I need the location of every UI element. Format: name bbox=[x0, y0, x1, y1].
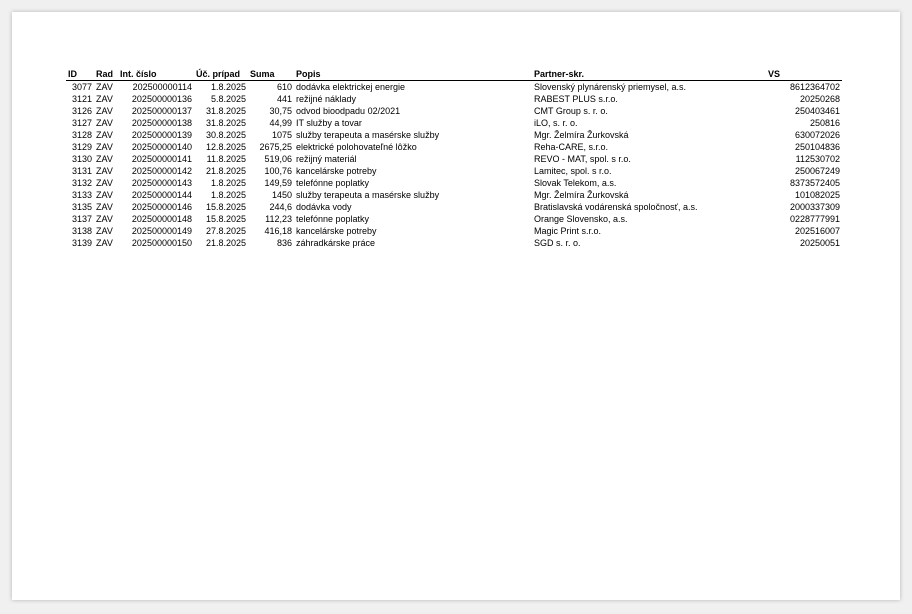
cell-partner: Reha-CARE, s.r.o. bbox=[534, 142, 609, 152]
cell-int-cislo: 202500000114 bbox=[132, 82, 192, 92]
cell-suma: 1075 bbox=[271, 130, 292, 140]
table-row bbox=[66, 201, 842, 213]
col-header-vs: VS bbox=[762, 68, 842, 81]
cell-uc-pripad: 30.8.2025 bbox=[205, 130, 246, 140]
cell-popis: služby terapeuta a masérske služby bbox=[296, 190, 440, 200]
cell-partner: RABEST PLUS s.r.o. bbox=[534, 94, 618, 104]
cell-vs: 101082025 bbox=[794, 190, 840, 200]
cell-suma: 1450 bbox=[271, 190, 292, 200]
cell-popis: telefónne poplatky bbox=[296, 214, 370, 224]
cell-uc-pripad: 31.8.2025 bbox=[205, 118, 246, 128]
table-row bbox=[66, 189, 842, 201]
cell-rad: ZAV bbox=[96, 94, 113, 104]
cell-partner: Slovak Telekom, a.s. bbox=[534, 178, 617, 188]
cell-partner: iLO, s. r. o. bbox=[534, 118, 578, 128]
table-row bbox=[66, 225, 842, 237]
cell-suma: 149,59 bbox=[264, 178, 292, 188]
cell-int-cislo: 202500000136 bbox=[131, 94, 192, 104]
table-row bbox=[66, 153, 842, 165]
table-body bbox=[66, 81, 842, 250]
cell-int-cislo: 202500000141 bbox=[131, 154, 192, 164]
cell-popis: režijné náklady bbox=[296, 94, 357, 104]
cell-vs: 630072026 bbox=[794, 130, 840, 140]
cell-popis: elektrické polohovateľné lôžko bbox=[296, 142, 417, 152]
cell-int-cislo: 202500000142 bbox=[131, 166, 192, 176]
cell-popis: dodávka vody bbox=[296, 202, 352, 212]
cell-id: 3126 bbox=[71, 106, 92, 116]
col-header-partner: Partner-skr. bbox=[532, 68, 762, 81]
cell-uc-pripad: 11.8.2025 bbox=[206, 154, 246, 164]
cell-rad: ZAV bbox=[96, 202, 113, 212]
cell-rad: ZAV bbox=[96, 106, 113, 116]
header-row bbox=[66, 68, 842, 81]
cell-uc-pripad: 15.8.2025 bbox=[205, 202, 246, 212]
cell-id: 3137 bbox=[71, 214, 92, 224]
report-page bbox=[12, 12, 900, 600]
col-header-id: ID bbox=[66, 68, 94, 81]
cell-popis: služby terapeuta a masérske služby bbox=[296, 130, 440, 140]
cell-rad: ZAV bbox=[96, 118, 113, 128]
col-header-rad: Rad bbox=[94, 68, 118, 81]
cell-int-cislo: 202500000149 bbox=[131, 226, 192, 236]
cell-int-cislo: 202500000137 bbox=[131, 106, 192, 116]
cell-vs: 250067249 bbox=[794, 166, 840, 176]
cell-rad: ZAV bbox=[96, 178, 113, 188]
table-row bbox=[66, 237, 842, 249]
cell-vs: 2000337309 bbox=[789, 202, 840, 212]
cell-partner: Slovenský plynárenský priemysel, a.s. bbox=[534, 82, 687, 92]
cell-partner: Mgr. Želmíra Žurkovská bbox=[534, 130, 629, 140]
cell-id: 3139 bbox=[71, 238, 92, 248]
table-header bbox=[66, 68, 842, 81]
col-header-popis: Popis bbox=[294, 68, 532, 81]
cell-int-cislo: 202500000139 bbox=[131, 130, 192, 140]
cell-suma: 441 bbox=[276, 94, 292, 104]
cell-rad: ZAV bbox=[96, 166, 113, 176]
cell-uc-pripad: 15.8.2025 bbox=[205, 214, 246, 224]
cell-partner: Mgr. Želmíra Žurkovská bbox=[534, 190, 629, 200]
cell-rad: ZAV bbox=[96, 190, 113, 200]
cell-id: 3135 bbox=[71, 202, 92, 212]
cell-rad: ZAV bbox=[96, 82, 113, 92]
cell-vs: 0228777991 bbox=[789, 214, 840, 224]
cell-popis: odvod bioodpadu 02/2021 bbox=[296, 106, 401, 116]
cell-id: 3138 bbox=[71, 226, 92, 236]
table-row bbox=[66, 93, 842, 105]
col-header-int-cislo: Int. číslo bbox=[118, 68, 194, 81]
cell-rad: ZAV bbox=[96, 226, 113, 236]
cell-popis: kancelárske potreby bbox=[296, 166, 377, 176]
cell-id: 3129 bbox=[71, 142, 92, 152]
table-row bbox=[66, 213, 842, 225]
cell-int-cislo: 202500000143 bbox=[131, 178, 192, 188]
cell-uc-pripad: 5.8.2025 bbox=[210, 94, 246, 104]
cell-uc-pripad: 12.8.2025 bbox=[205, 142, 246, 152]
cell-int-cislo: 202500000138 bbox=[131, 118, 192, 128]
cell-suma: 244,6 bbox=[269, 202, 292, 212]
cell-id: 3132 bbox=[71, 178, 92, 188]
cell-suma: 519,06 bbox=[264, 154, 292, 164]
cell-suma: 2675,25 bbox=[259, 142, 292, 152]
cell-int-cislo: 202500000148 bbox=[131, 214, 192, 224]
cell-rad: ZAV bbox=[96, 214, 113, 224]
cell-suma: 416,18 bbox=[264, 226, 292, 236]
cell-vs: 20250051 bbox=[799, 238, 840, 248]
cell-partner: REVO - MAT, spol. s r.o. bbox=[534, 154, 631, 164]
cell-popis: režijný materiál bbox=[296, 154, 357, 164]
table-row bbox=[66, 165, 842, 177]
cell-rad: ZAV bbox=[96, 130, 113, 140]
col-header-uc-pripad: Úč. prípad bbox=[194, 68, 248, 81]
cell-uc-pripad: 1.8.2025 bbox=[210, 178, 246, 188]
cell-suma: 100,76 bbox=[264, 166, 292, 176]
cell-int-cislo: 202500000146 bbox=[131, 202, 192, 212]
cell-vs: 250403461 bbox=[794, 106, 840, 116]
cell-vs: 250104836 bbox=[794, 142, 840, 152]
cell-rad: ZAV bbox=[96, 142, 113, 152]
cell-rad: ZAV bbox=[96, 154, 113, 164]
cell-suma: 610 bbox=[276, 82, 292, 92]
cell-id: 3077 bbox=[71, 82, 92, 92]
cell-uc-pripad: 1.8.2025 bbox=[210, 190, 246, 200]
cell-suma: 112,23 bbox=[265, 214, 292, 224]
cell-vs: 8612364702 bbox=[789, 82, 840, 92]
cell-vs: 202516007 bbox=[794, 226, 840, 236]
cell-int-cislo: 202500000140 bbox=[131, 142, 192, 152]
table-row bbox=[66, 141, 842, 153]
cell-int-cislo: 202500000144 bbox=[131, 190, 192, 200]
table-row bbox=[66, 129, 842, 141]
cell-id: 3127 bbox=[71, 118, 92, 128]
cell-popis: IT služby a tovar bbox=[296, 118, 362, 128]
cell-partner: Bratislavská vodárenská spoločnosť, a.s. bbox=[534, 202, 698, 212]
cell-popis: kancelárske potreby bbox=[296, 226, 377, 236]
cell-suma: 44,99 bbox=[269, 118, 292, 128]
cell-rad: ZAV bbox=[96, 238, 113, 248]
cell-id: 3133 bbox=[71, 190, 92, 200]
cell-id: 3128 bbox=[71, 130, 92, 140]
invoice-table bbox=[66, 68, 842, 249]
cell-uc-pripad: 21.8.2025 bbox=[205, 238, 246, 248]
table-row bbox=[66, 105, 842, 117]
cell-vs: 8373572405 bbox=[789, 178, 840, 188]
cell-partner: Orange Slovensko, a.s. bbox=[534, 214, 628, 224]
col-header-suma: Suma bbox=[248, 68, 294, 81]
cell-vs: 250816 bbox=[809, 118, 840, 128]
cell-uc-pripad: 31.8.2025 bbox=[205, 106, 246, 116]
cell-id: 3130 bbox=[71, 154, 92, 164]
cell-partner: Magic Print s.r.o. bbox=[534, 226, 602, 236]
cell-int-cislo: 202500000150 bbox=[131, 238, 192, 248]
cell-uc-pripad: 1.8.2025 bbox=[210, 82, 246, 92]
cell-uc-pripad: 21.8.2025 bbox=[205, 166, 246, 176]
table-row bbox=[66, 117, 842, 129]
table-row bbox=[66, 81, 842, 94]
cell-id: 3131 bbox=[71, 166, 92, 176]
cell-suma: 30,75 bbox=[269, 106, 292, 116]
cell-popis: záhradkárske práce bbox=[296, 238, 376, 248]
cell-partner: SGD s. r. o. bbox=[534, 238, 581, 248]
cell-suma: 836 bbox=[276, 238, 292, 248]
table-row bbox=[66, 177, 842, 189]
cell-vs: 112530702 bbox=[795, 154, 840, 164]
cell-id: 3121 bbox=[71, 94, 92, 104]
cell-popis: dodávka elektrickej energie bbox=[296, 82, 406, 92]
cell-partner: CMT Group s. r. o. bbox=[534, 106, 608, 116]
cell-partner: Lamitec, spol. s r.o. bbox=[534, 166, 612, 176]
cell-vs: 20250268 bbox=[799, 94, 840, 104]
cell-uc-pripad: 27.8.2025 bbox=[205, 226, 246, 236]
cell-popis: telefónne poplatky bbox=[296, 178, 370, 188]
